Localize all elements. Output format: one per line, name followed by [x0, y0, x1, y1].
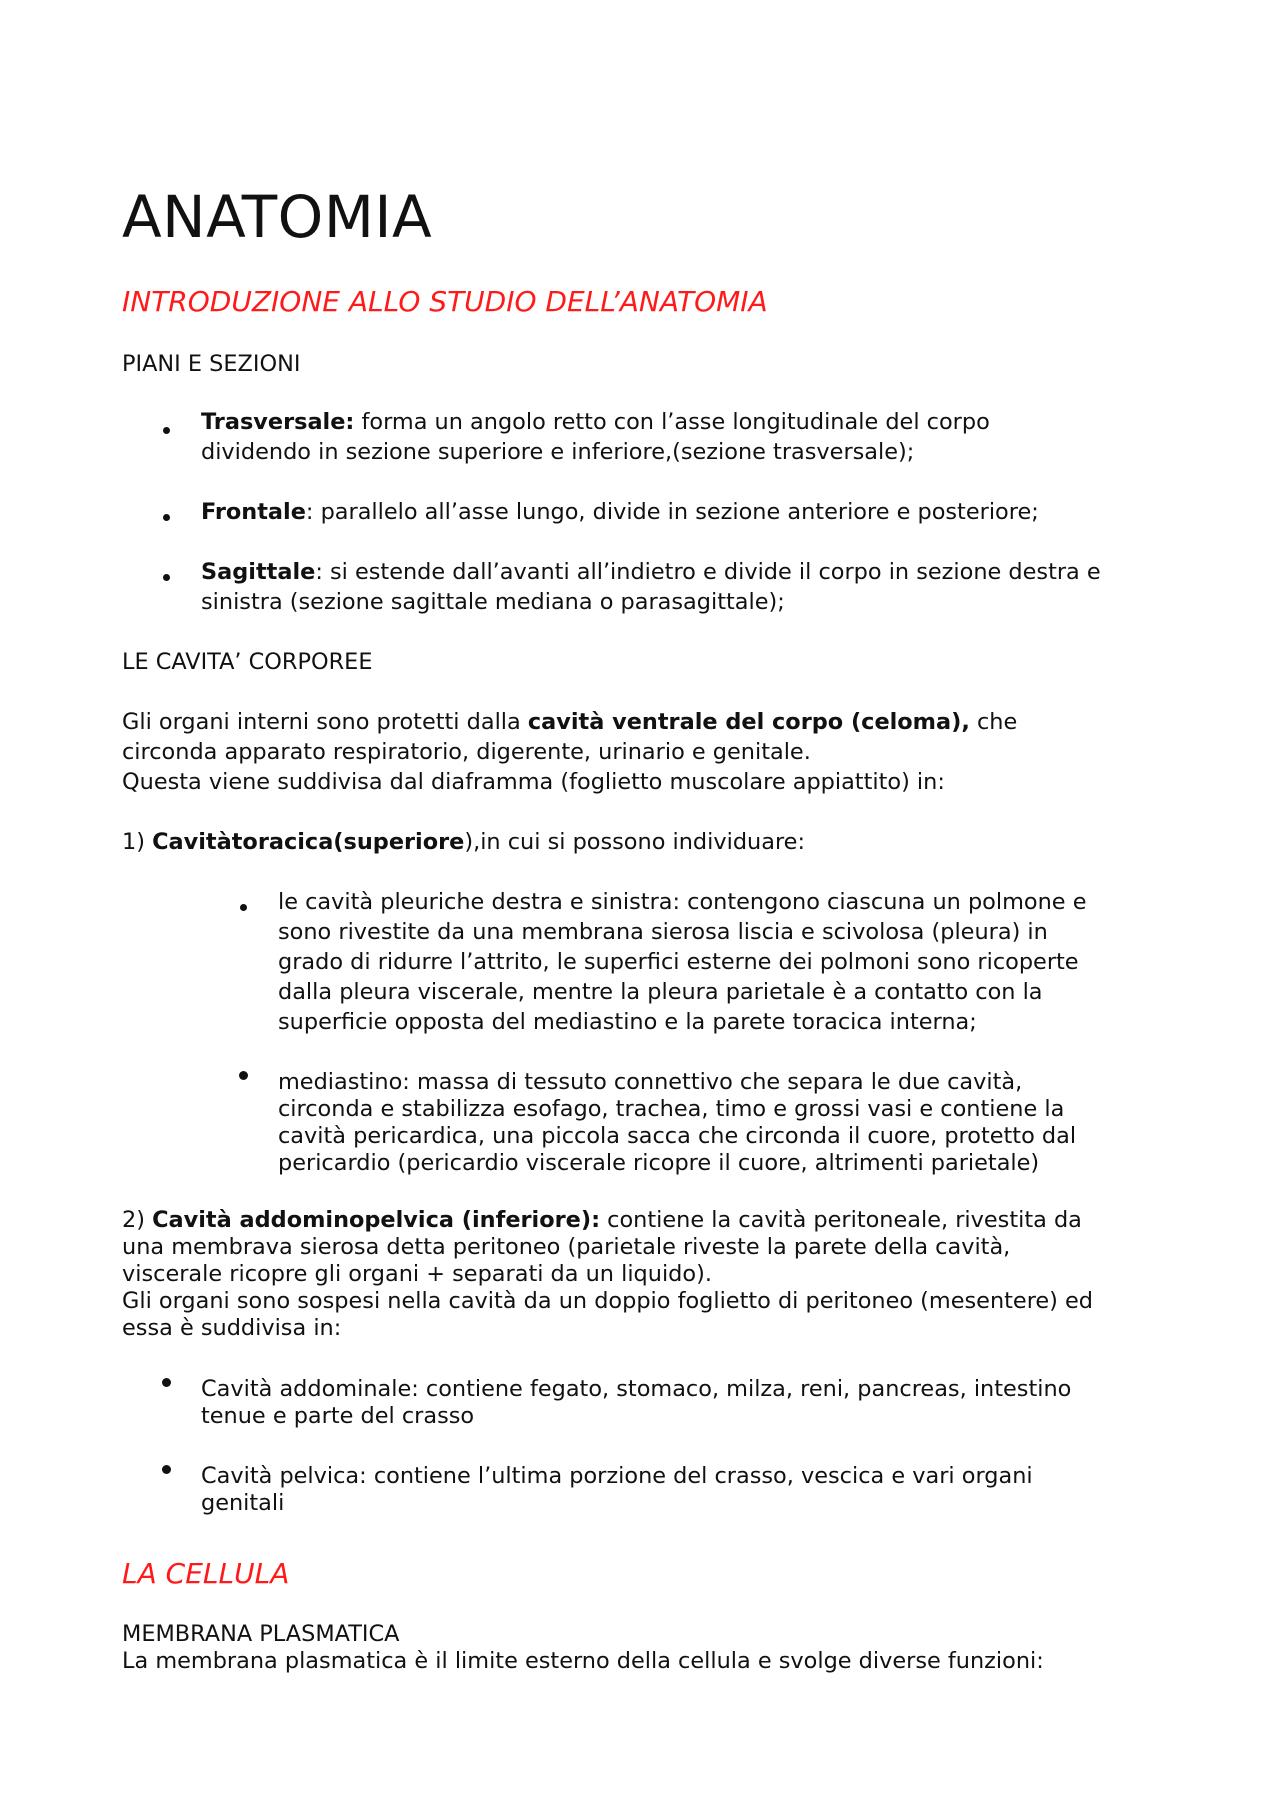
item-text: : parallelo all’asse lungo, divide in sezione anteriore e posteriore;: [305, 499, 1039, 525]
text-run: ),in cui si possono individuare:: [464, 829, 805, 855]
paragraph-line: Gli organi sono sospesi nella cavità da un doppio foglietto di peritoneo (mesentere) ed: [122, 1288, 1094, 1314]
bullet-dot: [163, 427, 170, 434]
bullet-dot: [162, 1378, 171, 1387]
list-item-pleuriche: le cavità pleuriche destra e sinistra: contengono ciascuna un polmone e: [278, 889, 1087, 915]
cavita-paragraph: [122, 708, 1017, 736]
bullet-dot: [239, 1071, 248, 1080]
list-item-continuation: dividendo in sezione superiore e inferiore,(sezione trasversale);: [201, 439, 915, 465]
list-item-sagittale: [201, 558, 1101, 586]
term-label: Trasversale:: [201, 409, 355, 435]
bullet-dot: [240, 904, 247, 911]
document-title: ANATOMIA: [122, 183, 433, 251]
list-item-continuation: tenue e parte del crasso: [201, 1403, 475, 1429]
list-item-continuation: pericardio (pericardio viscerale ricopre il cuore, altrimenti parietale): [278, 1150, 1040, 1176]
text-run: che: [969, 709, 1018, 735]
cavita-heading: LE CAVITA’ CORPOREE: [122, 649, 373, 675]
list-item-continuation: genitali: [201, 1490, 285, 1516]
list-item-continuation: sono rivestite da una membrana sierosa liscia e scivolosa (pleura) in: [278, 919, 1048, 945]
term-label: Frontale: [201, 499, 306, 525]
list-item-mediastino: mediastino: massa di tessuto connettivo che separa le due cavità,: [278, 1069, 1023, 1095]
cellula-heading: LA CELLULA: [122, 1557, 290, 1590]
paragraph-line: Questa viene suddivisa dal diaframma (foglietto muscolare appiattito) in:: [122, 769, 945, 795]
list-item-pelvica: Cavità pelvica: contiene l’ultima porzione del crasso, vescica e vari organi: [201, 1463, 1033, 1489]
section-2-title: [122, 1206, 1082, 1234]
text-run: contiene la cavità peritoneale, rivestita da: [600, 1207, 1082, 1233]
list-item-continuation: circonda e stabilizza esofago, trachea, timo e grossi vasi e contiene la: [278, 1096, 1065, 1122]
paragraph-line: una membrava sierosa detta peritoneo (parietale riveste la parete della cavità,: [122, 1234, 1011, 1260]
intro-heading: INTRODUZIONE ALLO STUDIO DELL’ANATOMIA: [122, 285, 768, 318]
membrana-paragraph: La membrana plasmatica è il limite esterno della cellula e svolge diverse funzioni:: [122, 1648, 1044, 1674]
paragraph-line: circonda apparato respiratorio, digerente, urinario e genitale.: [122, 739, 811, 765]
bullet-dot: [162, 1465, 171, 1474]
item-text: : si estende dall’avanti all’indietro e divide il corpo in sezione destra e: [315, 559, 1101, 585]
bold-run: Cavitàtoracica(superiore: [152, 829, 465, 855]
section-number: 1): [122, 829, 153, 855]
list-item-frontale: [201, 498, 1039, 526]
bullet-dot: [163, 514, 170, 521]
paragraph-line: viscerale ricopre gli organi + separati da un liquido).: [122, 1261, 712, 1287]
membrana-heading: MEMBRANA PLASMATICA: [122, 1621, 400, 1647]
list-item-trasversale: [201, 408, 990, 436]
bullet-dot: [163, 574, 170, 581]
paragraph-line: essa è suddivisa in:: [122, 1315, 342, 1341]
piani-heading: PIANI E SEZIONI: [122, 351, 301, 377]
item-text: forma un angolo retto con l’asse longitudinale del corpo: [354, 409, 990, 435]
list-item-addominale: Cavità addominale: contiene fegato, stomaco, milza, reni, pancreas, intestino: [201, 1376, 1072, 1402]
bold-run: cavità ventrale del corpo (celoma),: [527, 709, 970, 735]
section-number: 2): [122, 1207, 153, 1233]
list-item-continuation: grado di ridurre l’attrito, le superfici esterne dei polmoni sono ricoperte: [278, 949, 1079, 975]
list-item-continuation: sinistra (sezione sagittale mediana o parasagittale);: [201, 589, 785, 615]
list-item-continuation: superficie opposta del mediastino e la parete toracica interna;: [278, 1009, 977, 1035]
list-item-continuation: cavità pericardica, una piccola sacca che circonda il cuore, protetto dal: [278, 1123, 1077, 1149]
text-run: Gli organi interni sono protetti dalla: [122, 709, 528, 735]
term-label: Sagittale: [201, 559, 316, 585]
section-1-title: [122, 828, 805, 856]
bold-run: Cavità addominopelvica (inferiore):: [152, 1207, 601, 1233]
list-item-continuation: dalla pleura viscerale, mentre la pleura parietale è a contatto con la: [278, 979, 1043, 1005]
